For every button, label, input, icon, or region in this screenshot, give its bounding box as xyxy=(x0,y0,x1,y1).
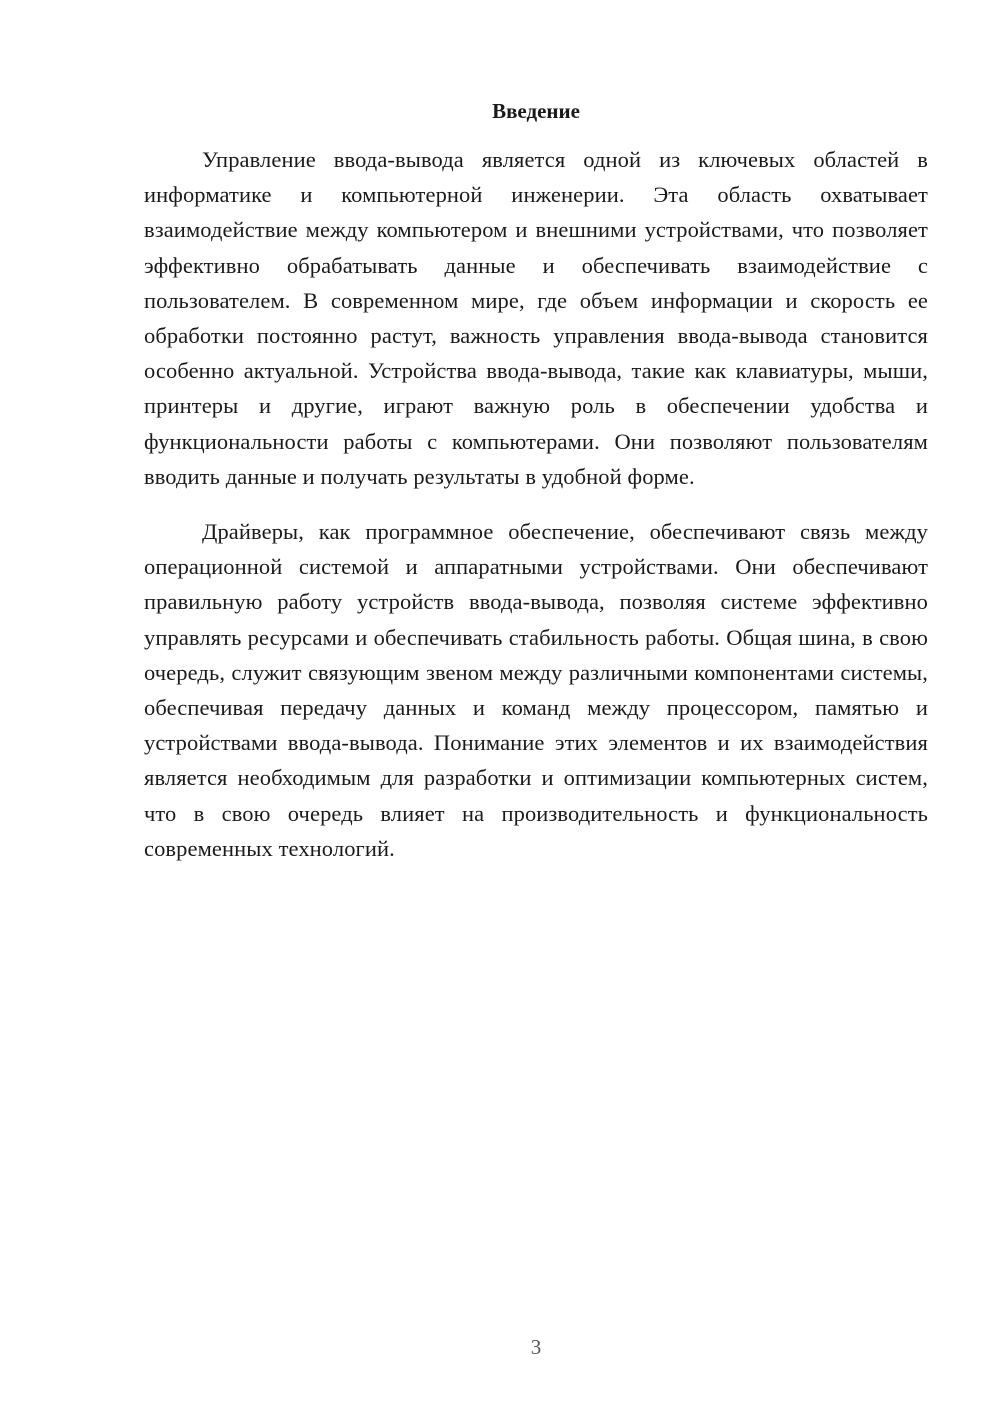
paragraph-intro: Управление ввода-вывода является одной из ключевых областей в информатике и компьютерной инженерии. Эта область охватывает взаимодействие между компьютером и внешними устройствами, что позволяет эффективно обрабатывать данные и обеспечивать взаимодействие с пользователем. В современном мире, где объем информации и скорость ее обработки постоянно растут, важность управления ввода-вывода становится особенно актуальной. Устройства ввода-вывода, такие как клавиатуры, мыши, принтеры и другие, играют важную роль в обеспечении удобства и функциональности работы с компьютерами. Они позволяют пользователям вводить данные и получать результаты в удобной форме. xyxy=(144,147,928,489)
section-heading: Введение xyxy=(492,99,580,123)
page-number: 3 xyxy=(530,1335,542,1359)
paragraph-drivers: Драйверы, как программное обеспечение, обеспечивают связь между операционной системой и аппаратными устройствами. Они обеспечивают правильную работу устройств ввода-вывода, позволяя системе эффективно управлять ресурсами и обеспечивать стабильность работы. Общая шина, в свою очередь, служит связующим звеном между различными компонентами системы, обеспечивая передачу данных и команд между процессором, памятью и устройствами ввода-вывода. Понимание этих элементов и их взаимодействия является необходимым для разработки и оптимизации компьютерных систем, что в свою очередь влияет на производительность и функциональность современных технологий. xyxy=(144,519,928,861)
body-text xyxy=(144,142,928,866)
